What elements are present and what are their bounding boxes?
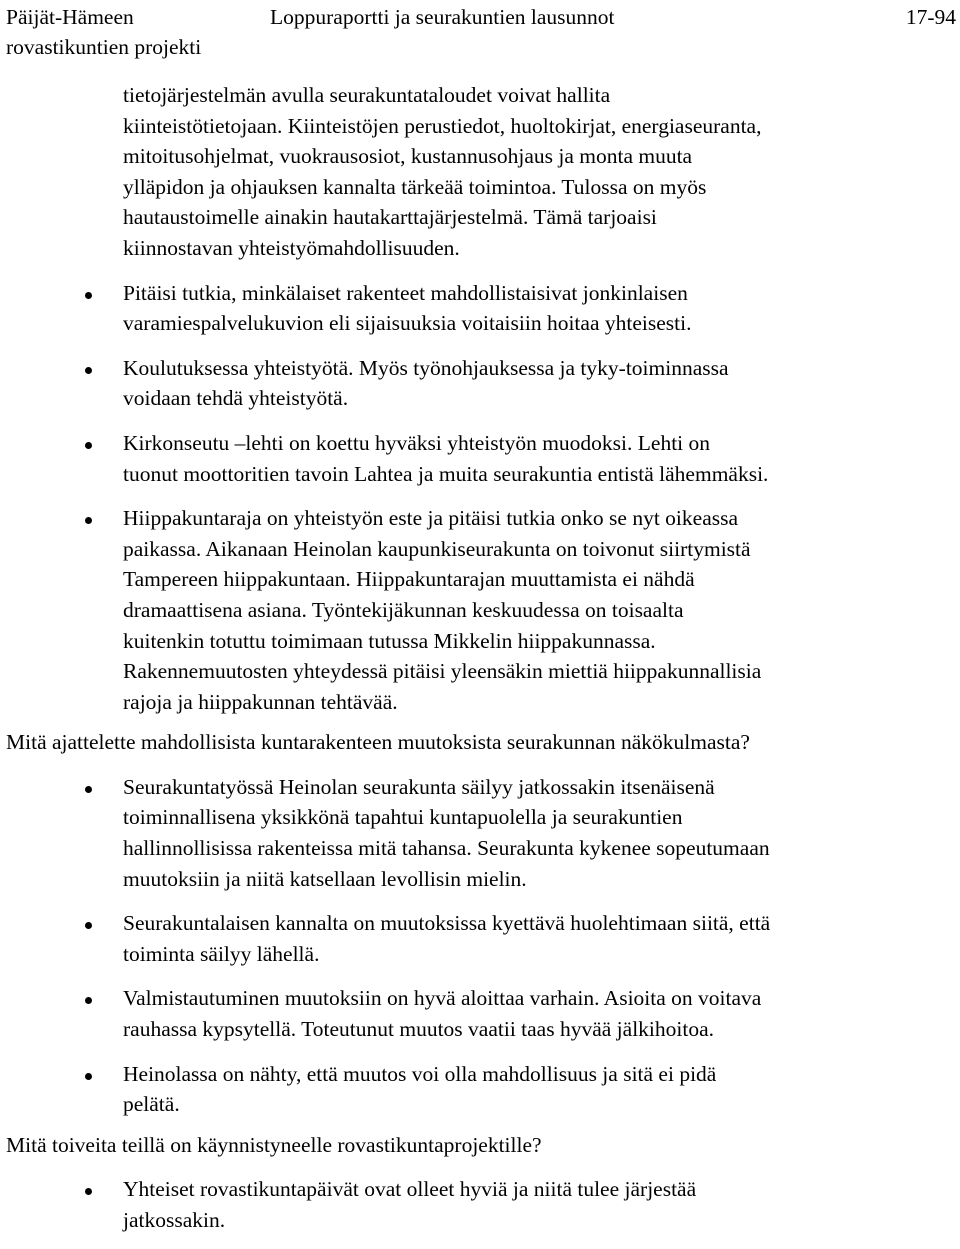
text-line: Koulutuksessa yhteistyötä. Myös työnohjauksessa ja tyky-toiminnassa — [123, 355, 729, 380]
text-line: Pitäisi tutkia, minkälaiset rakenteet mahdollistaisivat jonkinlaisen — [123, 280, 688, 305]
bullet-item — [0, 1059, 953, 1120]
bullet-item — [0, 1174, 953, 1235]
text-line: Hiippakuntaraja on yhteistyön este ja pitäisi tutkia onko se nyt oikeassa — [123, 506, 739, 531]
text-line: pelätä. — [123, 1092, 180, 1117]
text-line: hallinnollisissa rakenteissa mitä tahansa. Seurakunta kykenee sopeutumaan — [123, 836, 770, 861]
bullet-item — [0, 428, 953, 489]
text-line: tuonut moottoritien tavoin Lahtea ja muita seurakuntia entistä lähemmäksi. — [123, 461, 769, 486]
bullet-item — [0, 503, 953, 717]
text-line: hautaustoimelle ainakin hautakarttajärjestelmä. Tämä tarjoaisi — [123, 205, 657, 230]
text-line: mitoitusohjelmat, vuokrausosiot, kustannusohjaus ja monta muuta — [123, 144, 693, 169]
text-line: rajoja ja hiippakunnan tehtävää. — [123, 689, 398, 714]
bullet-item — [0, 353, 953, 414]
section-question: Mitä ajattelette mahdollisista kuntarakenteen muutoksista seurakunnan näkökulmasta? — [6, 730, 750, 755]
header-document-title: Loppuraportti ja seurakuntien lausunnot — [270, 5, 615, 29]
text-line: tietojärjestelmän avulla seurakuntataloudet voivat hallita — [123, 83, 611, 107]
header-left-line: rovastikuntien projekti — [6, 35, 202, 59]
text-line: muutoksiin ja niitä katsellaan levollisin mielin. — [123, 866, 527, 891]
text-line: dramaattisena asiana. Työntekijäkunnan keskuudessa on toisaalta — [123, 597, 684, 622]
bullet-item — [0, 278, 953, 339]
header-page-number: 17-94 — [905, 5, 956, 29]
bullet-icon — [85, 367, 92, 374]
bullet-item — [0, 983, 953, 1044]
bullet-icon — [85, 1073, 92, 1080]
text-line: kuitenkin totuttu toimimaan tutussa Mikkelin hiippakunnassa. — [123, 628, 656, 653]
document-body — [0, 80, 960, 1236]
intro-paragraph — [123, 80, 943, 264]
text-line: ylläpidon ja ohjauksen kannalta tärkeää toimintoa. Tulossa on myös — [123, 174, 707, 199]
page-header — [0, 0, 960, 62]
bullet-icon — [85, 517, 92, 524]
bullet-icon — [85, 922, 92, 929]
section-question: Mitä toiveita teillä on käynnistyneelle rovastikuntaprojektille? — [6, 1132, 542, 1157]
text-line: jatkossakin. — [123, 1208, 226, 1232]
text-line: Kirkonseutu –lehti on koettu hyväksi yhteistyön muodoksi. Lehti on — [123, 430, 711, 455]
bullet-icon — [85, 786, 92, 793]
text-line: Valmistautuminen muutoksiin on hyvä aloittaa varhain. Asioita on voitava — [123, 986, 762, 1011]
text-line: kiinteistötietojaan. Kiinteistöjen perustiedot, huoltokirjat, energiaseuranta, — [123, 113, 762, 138]
text-line: Seurakuntalaisen kannalta on muutoksissa kyettävä huolehtimaan siitä, että — [123, 911, 771, 936]
bullet-icon — [85, 292, 92, 299]
text-line: Rakennemuutosten yhteydessä pitäisi yleensäkin miettiä hiippakunnallisia — [123, 659, 762, 684]
bullet-item — [0, 772, 953, 894]
text-line: Seurakuntatyössä Heinolan seurakunta säilyy jatkossakin itsenäisenä — [123, 774, 715, 799]
bullet-item — [0, 908, 953, 969]
header-project-name — [6, 2, 201, 62]
header-left-line: Päijät-Hämeen — [6, 5, 134, 29]
text-line: varamiespalvelukuvion eli sijaisuuksia voitaisiin hoitaa yhteisesti. — [123, 311, 692, 336]
text-line: toiminta säilyy lähellä. — [123, 941, 320, 966]
text-line: paikassa. Aikanaan Heinolan kaupunkiseurakunta on toivonut siirtymistä — [123, 536, 751, 561]
bullet-icon — [85, 442, 92, 449]
bullet-icon — [85, 1188, 92, 1195]
text-line: rauhassa kypsytellä. Toteutunut muutos vaatii taas hyvää jälkihoitoa. — [123, 1017, 715, 1042]
text-line: kiinnostavan yhteistyömahdollisuuden. — [123, 235, 460, 260]
text-line: voidaan tehdä yhteistyötä. — [123, 386, 349, 411]
text-line: Tampereen hiippakuntaan. Hiippakuntarajan muuttamista ei nähdä — [123, 567, 695, 592]
bullet-icon — [85, 997, 92, 1004]
text-line: toiminnallisena yksikkönä tapahtui kuntapuolella ja seurakuntien — [123, 805, 683, 830]
text-line: Heinolassa on nähty, että muutos voi olla mahdollisuus ja sitä ei pidä — [123, 1061, 717, 1086]
text-line: Yhteiset rovastikuntapäivät ovat olleet hyviä ja niitä tulee järjestää — [123, 1177, 697, 1202]
